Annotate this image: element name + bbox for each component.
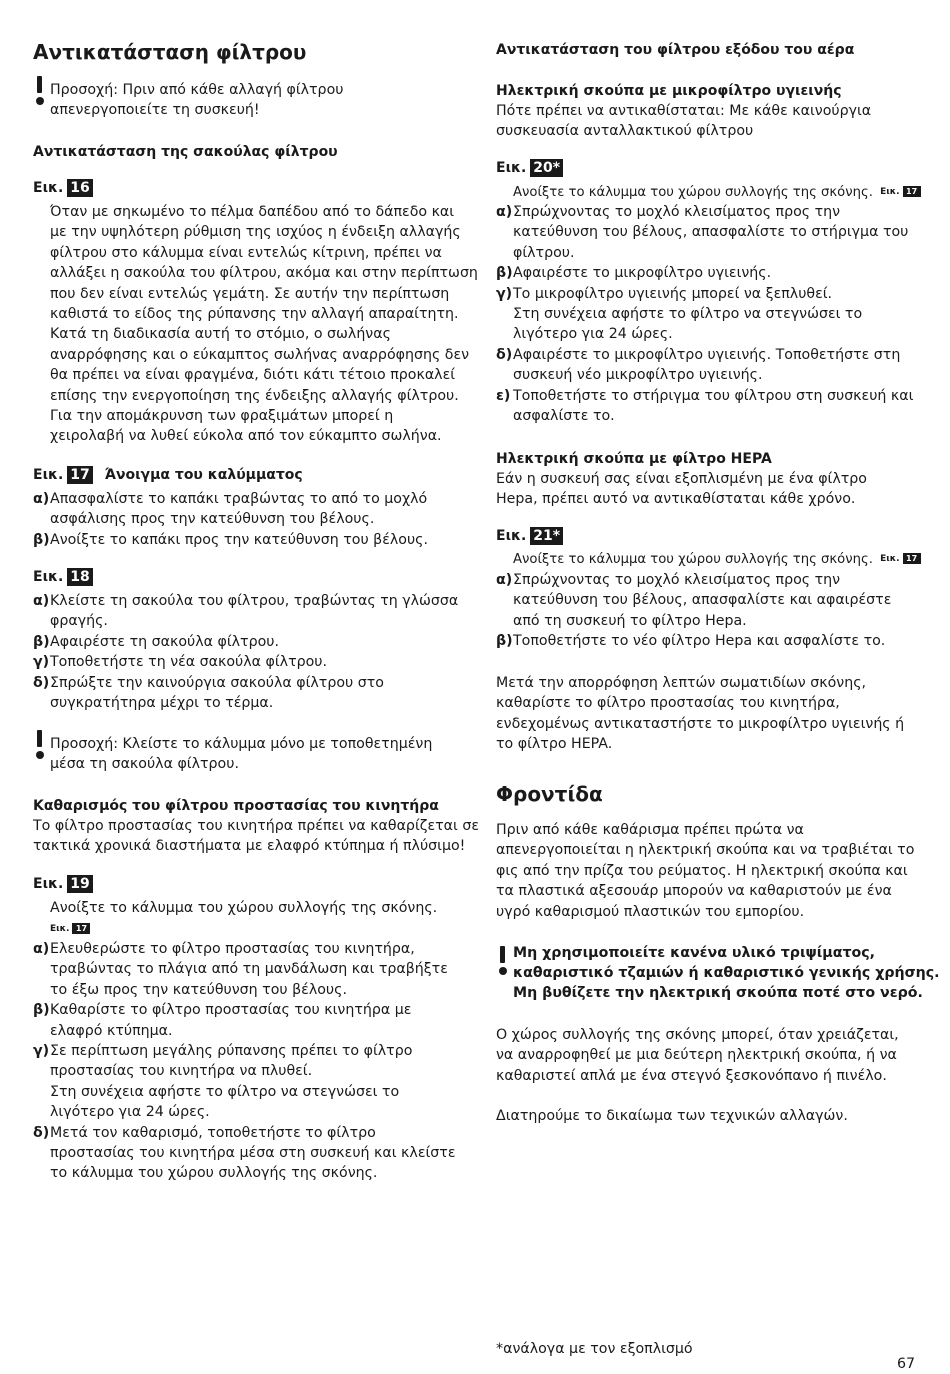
list-marker: β) <box>33 531 50 548</box>
paragraph-line: καθαριστεί απλά με ένα στεγνό ξεσκονόπανο ή πινέλο. <box>496 1067 887 1084</box>
list-item-text: τραβώντας το πλάγια από τη μανδάλωση και τραβήξτε <box>50 961 448 978</box>
figure-ref-19 <box>33 874 93 895</box>
paragraph-line: Ο χώρος συλλογής της σκόνης μπορεί, όταν χρειάζεται, <box>496 1027 899 1043</box>
paragraph-line: Το φίλτρο προστασίας του κινητήρα πρέπει να καθαρίζεται σε <box>33 818 479 834</box>
list-item-text: λιγότερο για 24 ώρες. <box>50 1104 210 1121</box>
list-item-text: Κλείστε τη σακούλα του φίλτρου, τραβώντας τη γλώσσα <box>50 593 459 609</box>
list-item-text: Αφαιρέστε το μικροφίλτρο υγιεινής. <box>513 265 772 282</box>
list-item-text: συσκευή νέο μικροφίλτρο υγιεινής. <box>513 367 763 384</box>
list-marker: α) <box>33 593 50 609</box>
figure-caption: Άνοιγμα του καλύμματος <box>104 467 303 483</box>
paragraph-line: αλλάξει η σακούλα του φίλτρου, ακόμα και στην περίπτωση <box>50 265 478 282</box>
warning-line: Μη χρησιμοποιείτε κανένα υλικό τριψίματος, <box>513 945 876 961</box>
paragraph-line: με την υψηλότερη ρύθμιση της ισχύος η ένδειξη αλλαγής <box>50 224 461 241</box>
paragraph-line: φις από την πρίζα του ρεύματος. Η ηλεκτρική σκούπα και <box>496 862 908 879</box>
paragraph-line: φίλτρου στο κάλυμμα είναι εντελώς κίτρινη, πρέπει να <box>50 244 442 261</box>
list-marker: α) <box>33 491 50 507</box>
paragraph-line: Κατά τη διαδικασία αυτή το στόμιο, ο σωλήνας <box>50 326 391 343</box>
list-item-text: φραγής. <box>50 613 108 630</box>
list-marker: α) <box>496 572 513 588</box>
mini-figure-label: Εικ. <box>880 554 900 564</box>
paragraph-line: να αναρροφηθεί με μια δεύτερη ηλεκτρική σκούπα, ή να <box>496 1047 897 1064</box>
mini-figure-number: 17 <box>903 186 921 197</box>
mini-figure-number: 17 <box>903 553 921 564</box>
list-item-text: προστασίας του κινητήρα να πλυθεί. <box>50 1063 313 1080</box>
paragraph-line: ενδεχομένως αντικαταστήστε το μικροφίλτρο υγιεινής ή <box>496 715 905 732</box>
paragraph-line: Hepa, πρέπει αυτό να αντικαθίσταται κάθε χρόνο. <box>496 491 856 507</box>
list-marker: δ) <box>33 674 50 691</box>
mini-figure-ref <box>880 553 920 565</box>
list-marker: ε) <box>496 387 511 404</box>
list-marker: δ) <box>496 346 513 363</box>
mini-figure-label: Εικ. <box>50 924 70 934</box>
paragraph-line: απενεργοποιείται η ηλεκτρική σκούπα και να τραβιέται το <box>496 842 915 859</box>
list-marker: β) <box>33 633 50 650</box>
list-item-text: Σε περίπτωση μεγάλης ρύπανσης πρέπει το φίλτρο <box>50 1043 413 1059</box>
heading-motor-filter-cleaning: Καθαρισμός του φίλτρου προστασίας του κινητήρα <box>33 798 439 814</box>
list-item-text: Τοποθετήστε τη νέα σακούλα φίλτρου. <box>50 654 328 671</box>
paragraph-line: το φίλτρο HEPA. <box>496 736 613 753</box>
section-title-care: Φροντίδα <box>496 782 603 806</box>
list-marker: β) <box>33 1002 50 1019</box>
list-marker: γ) <box>496 285 513 302</box>
list-item-text: το κάλυμμα του χώρου συλλογής της σκόνης. <box>50 1165 378 1182</box>
list-marker: β) <box>496 265 513 282</box>
figure-number: 19 <box>67 875 92 893</box>
paragraph-line: αναρρόφησης και ο εύκαμπτος σωλήνας αναρρόφησης δεν <box>50 346 470 363</box>
warning-line: Μη βυθίζετε την ηλεκτρική σκούπα ποτέ στο νερό. <box>513 985 923 1001</box>
paragraph-line: καθιστά το είδος της ρύπανσης την αλλαγή απαραίτητη. <box>50 306 459 322</box>
list-item-text: Μετά τον καθαρισμό, τοποθετήστε το φίλτρο <box>50 1124 376 1141</box>
figure-ref-21 <box>496 526 563 547</box>
list-item-text: προστασίας του κινητήρα μέσα στη συσκευή και κλείστε <box>50 1144 456 1161</box>
list-marker: β) <box>496 633 513 650</box>
rights-reserved: Διατηρούμε το δικαίωμα των τεχνικών αλλαγών. <box>496 1108 848 1124</box>
mini-figure-number: 17 <box>72 923 90 934</box>
paragraph-line: θα πρέπει να είναι φραγμένα, διότι κάτι τέτοιο προκαλεί <box>50 367 456 384</box>
warning-line: απενεργοποιείτε τη συσκευή! <box>50 102 260 118</box>
paragraph-line: επίσης την ενεργοποίηση της ένδειξης αλλαγής φίλτρου. <box>50 387 459 404</box>
list-item-text: Αφαιρέστε το μικροφίλτρο υγιεινής. Τοποθετήστε στη <box>513 346 901 363</box>
list-marker: δ) <box>33 1124 50 1141</box>
warning-line: Προσοχή: Πριν από κάθε αλλαγή φίλτρου <box>50 82 344 98</box>
list-marker: α) <box>496 204 513 220</box>
paragraph-line: τα πλαστικά αξεσουάρ μπορούν να καθαριστούν με ένα <box>496 883 892 900</box>
figure-label: Εικ. <box>33 467 64 483</box>
list-marker: α) <box>33 941 50 957</box>
figure-number: 17 <box>67 466 92 484</box>
figure-label: Εικ. <box>496 160 527 176</box>
list-item-text: Ανοίξτε το καπάκι προς την κατεύθυνση του βέλους. <box>50 531 429 548</box>
mini-figure-ref <box>50 923 90 935</box>
list-item-text: από τη συσκευή το φίλτρο Hepa. <box>513 612 747 629</box>
paragraph-line: που δεν είναι εντελώς γεμάτη. Σε αυτήν την περίπτωση <box>50 285 450 302</box>
heading-bag-replacement: Αντικατάσταση της σακούλας φίλτρου <box>33 144 338 160</box>
figure-number: 21* <box>530 527 563 545</box>
fig21-intro-text: Ανοίξτε το κάλυμμα του χώρου συλλογής της σκόνης. <box>513 552 873 567</box>
fig19-ref <box>50 919 90 940</box>
list-item-text: Καθαρίστε το φίλτρο προστασίας του κινητήρα με <box>50 1002 412 1019</box>
list-item-text: Τοποθετήστε το στήριγμα του φίλτρου στη συσκευή και <box>513 387 914 404</box>
figure-ref-18 <box>33 567 93 588</box>
figure-number: 18 <box>67 568 92 586</box>
list-item-text: Αφαιρέστε τη σακούλα φίλτρου. <box>50 633 280 650</box>
list-item-text: Τοποθετήστε το νέο φίλτρο Hepa και ασφαλίστε το. <box>513 633 886 650</box>
list-item-text: λιγότερο για 24 ώρες. <box>513 326 673 343</box>
mini-figure-ref <box>880 186 920 198</box>
list-item-text: ασφάλισης προς την κατεύθυνση του βέλους. <box>50 511 375 528</box>
heading-hepa-filter: Ηλεκτρική σκούπα με φίλτρο HEPA <box>496 451 772 467</box>
list-item-text: κατεύθυνση του βέλους, απασφαλίστε το στήριγμα του <box>513 224 909 241</box>
warning-line: μέσα τη σακούλα φίλτρου. <box>50 756 239 772</box>
paragraph-line: Μετά την απορρόφηση λεπτών σωματιδίων σκόνης, <box>496 675 867 691</box>
figure-ref-16 <box>33 178 93 199</box>
paragraph-line: χειρολαβή να λυθεί εύκολα από τον εύκαμπτο σωλήνα. <box>50 428 442 445</box>
paragraph-line: καθαρίστε το φίλτρο προστασίας του κινητήρα, <box>496 695 840 712</box>
list-item-text: Απασφαλίστε το καπάκι τραβώντας το από το μοχλό <box>50 491 428 507</box>
footnote: *ανάλογα με τον εξοπλισμό <box>496 1341 693 1357</box>
paragraph-line: τακτικά χρονικά διαστήματα με ελαφρό κτύπημα ή πλύσιμο! <box>33 838 466 854</box>
list-item-text: συγκρατήτηρα μέχρι το τέρμα. <box>50 694 274 711</box>
list-item-text: Σπρώξτε την καινούργια σακούλα φίλτρου στο <box>50 674 384 691</box>
figure-number: 20* <box>530 159 563 177</box>
list-item-text: ελαφρό κτύπημα. <box>50 1022 173 1039</box>
paragraph-line: Πότε πρέπει να αντικαθίσταται: Με κάθε καινούργια <box>496 103 872 119</box>
list-item-text: ασφαλίστε το. <box>513 407 615 424</box>
heading-outlet-filter: Αντικατάσταση του φίλτρου εξόδου του αέρα <box>496 42 855 58</box>
fig20-intro-text: Ανοίξτε το κάλυμμα του χώρου συλλογής της σκόνης. <box>513 185 873 200</box>
figure-label: Εικ. <box>33 569 64 585</box>
warning-line: καθαριστικό τζαμιών ή καθαριστικό γενικής χρήσης. <box>513 965 940 981</box>
paragraph-line: συσκευασία ανταλλακτικού φίλτρου <box>496 123 754 139</box>
paragraph-line: Εάν η συσκευή σας είναι εξοπλισμένη με ένα φίλτρο <box>496 471 867 487</box>
fig19-intro: Ανοίξτε το κάλυμμα του χώρου συλλογής της σκόνης. <box>50 900 438 916</box>
list-marker: γ) <box>33 654 50 671</box>
figure-label: Εικ. <box>33 876 64 892</box>
list-item-text: το έξω προς την κατεύθυνση του βέλους. <box>50 981 347 998</box>
list-item-text: φίλτρου. <box>513 244 575 261</box>
figure-number: 16 <box>67 179 92 197</box>
paragraph-line: υγρό καθαρισμού πλαστικών του εμπορίου. <box>496 903 805 920</box>
list-item-text: Στη συνέχεια αφήστε το φίλτρο να στεγνώσει το <box>50 1083 400 1100</box>
figure-ref-17 <box>33 465 303 486</box>
paragraph-line: Όταν με σηκωμένο το πέλμα δαπέδου από το δάπεδο και <box>50 204 455 220</box>
figure-label: Εικ. <box>496 528 527 544</box>
section-title-filter-replacement: Αντικατάσταση φίλτρου <box>33 40 307 64</box>
page-number: 67 <box>897 1356 916 1372</box>
warning-line: Προσοχή: Κλείστε το κάλυμμα μόνο με τοποθετημένη <box>50 736 433 752</box>
mini-figure-label: Εικ. <box>880 187 900 197</box>
figure-label: Εικ. <box>33 180 64 196</box>
list-item-text: Σπρώχνοντας το μοχλό κλεισίματος προς την <box>513 572 841 588</box>
list-item-text: κατεύθυνση του βέλους, απασφαλίστε και αφαιρέστε <box>513 592 892 609</box>
list-item-text: Ελευθερώστε το φίλτρο προστασίας του κινητήρα, <box>50 941 415 957</box>
fig20-intro <box>513 183 921 204</box>
fig21-intro <box>513 550 921 571</box>
heading-micro-filter: Ηλεκτρική σκούπα με μικροφίλτρο υγιεινής <box>496 83 842 99</box>
paragraph-line: Πριν από κάθε καθάρισμα πρέπει πρώτα να <box>496 822 804 838</box>
list-item-text: Στη συνέχεια αφήστε το φίλτρο να στεγνώσει το <box>513 305 863 322</box>
list-item-text: Σπρώχνοντας το μοχλό κλεισίματος προς την <box>513 204 841 220</box>
list-item-text: Το μικροφίλτρο υγιεινής μπορεί να ξεπλυθεί. <box>513 285 833 302</box>
list-marker: γ) <box>33 1043 50 1059</box>
paragraph-line: Για την απομάκρυνση των φραξιμάτων μπορεί η <box>50 408 394 424</box>
figure-ref-20 <box>496 158 563 179</box>
